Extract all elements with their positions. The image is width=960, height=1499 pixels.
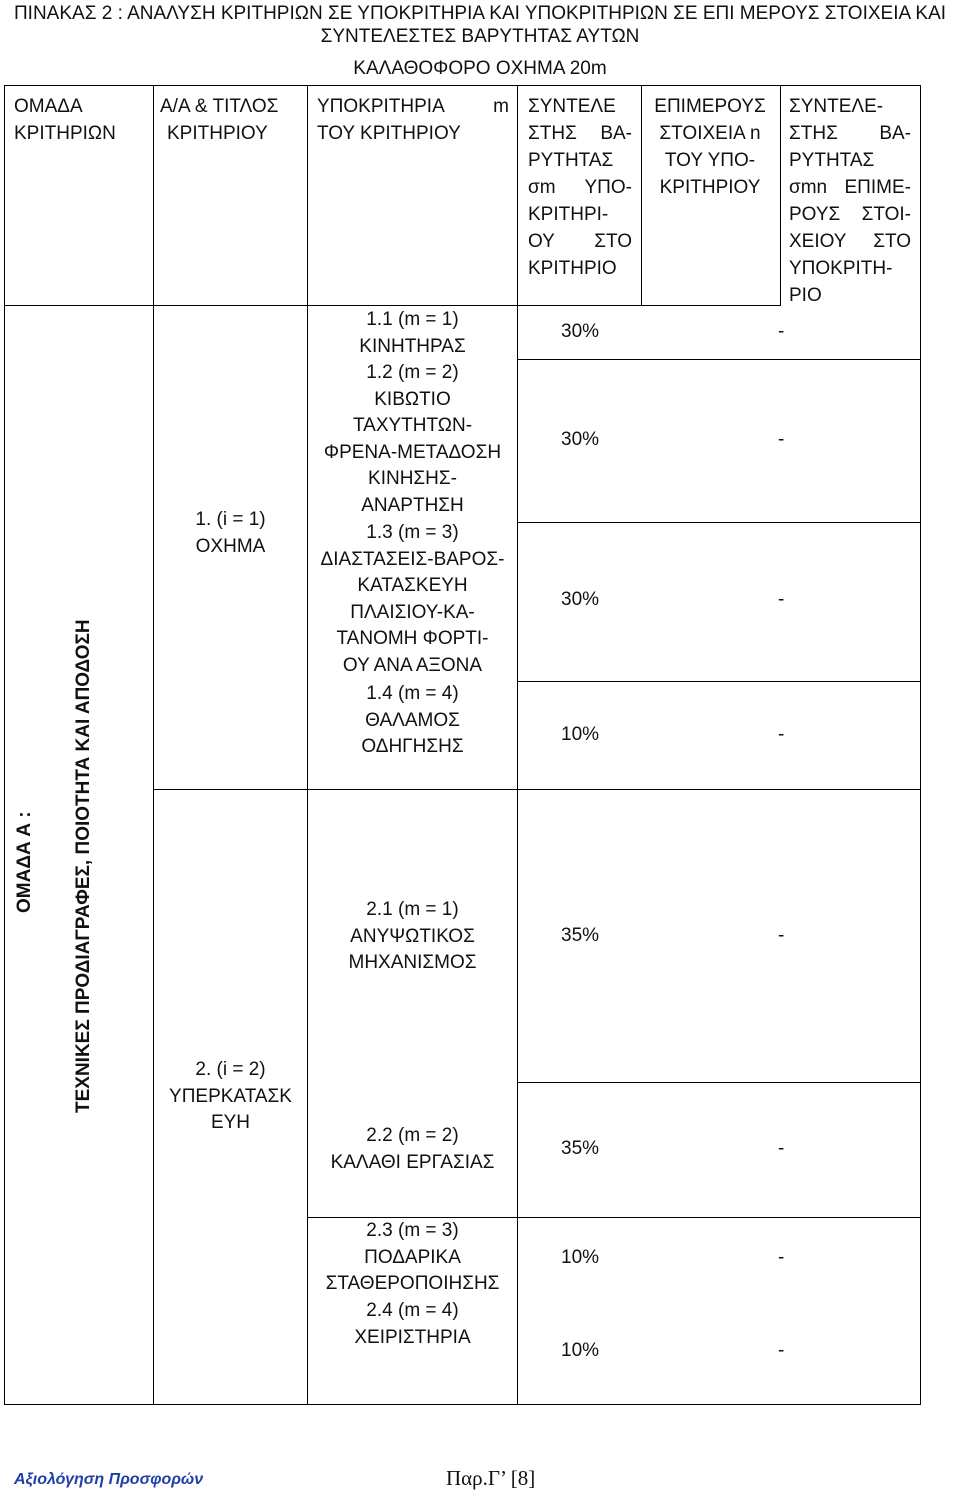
header-element-weight: ΣΥΝΤΕΛΕ- ΣΤΗΣ ΒΑ- ΡΥΤΗΤΑΣ σmn ΕΠΙΜΕ- ΡΟΥΣ ΣΤΟΙ- ΧΕΙΟΥ ΣΤΟ ΥΠΟΚΡΙΤΗ- ΡΙΟ (789, 96, 911, 306)
weight-1-2: 30% (561, 429, 600, 450)
group-a-description: ΤΕΧΝΙΚΕΣ ΠΡΟΔΙΑΓΡΑΦΕΣ, ΠΟΙΟΤΗΤΑ ΚΑΙ ΑΠΟΔΟΣΗ (73, 619, 94, 1113)
element-weight-1-2: - (778, 429, 785, 450)
subcriterion-1-4: 1.4 (m = 4) ΘΑΛΑΜΟΣ ΟΔΗΓΗΣΗΣ (361, 683, 464, 757)
element-weight-2-1: - (778, 925, 785, 946)
subcriterion-1-2: 1.2 (m = 2) ΚΙΒΩΤΙΟ ΤΑΧΥΤΗΤΩΝ- ΦΡΕΝΑ-ΜΕΤΑΔΟΣΗ ΚΙΝΗΣΗΣ- ΑΝΑΡΤΗΣΗ (323, 362, 502, 516)
table-title-line-2: ΣΥΝΤΕΛΕΣΤΕΣ ΒΑΡΥΤΗΤΑΣ ΑΥΤΩΝ (320, 26, 640, 47)
element-weight-1-3: - (778, 589, 785, 610)
weight-2-2: 35% (561, 1138, 600, 1159)
weight-1-1: 30% (561, 321, 600, 342)
footer-section-title: Αξιολόγηση Προσφορών (14, 1471, 204, 1488)
table-title-line-1: ΠΙΝΑΚΑΣ 2 : ΑΝΑΛΥΣΗ ΚΡΙΤΗΡΙΩΝ ΣΕ ΥΠΟΚΡΙΤΗΡΙΑ ΚΑΙ ΥΠΟΚΡΙΤΗΡΙΩΝ ΣΕ ΕΠΙ ΜΕΡΟΥΣ ΣΤΟΙΧΕΙΑ ΚΑΙ (13, 3, 947, 24)
weight-1-4: 10% (561, 724, 600, 745)
header-criterion: Α/Α & ΤΙΤΛΟΣ ΚΡΙΤΗΡΙΟΥ (160, 96, 279, 144)
group-a-label: ΟΜΑΔΑ Α : (14, 811, 35, 913)
subcriterion-2-4: 2.4 (m = 4) ΧΕΙΡΙΣΤΗΡΙΑ (354, 1300, 471, 1348)
table-subtitle: ΚΑΛΑΘΟΦΟΡΟ ΟΧΗΜΑ 20m (353, 58, 607, 79)
weight-1-3: 30% (561, 589, 600, 610)
element-weight-2-2: - (778, 1138, 785, 1159)
weight-2-1: 35% (561, 925, 600, 946)
subcriterion-2-1: 2.1 (m = 1) ΑΝΥΨΩΤΙΚΟΣ ΜΗΧΑΝΙΣΜΟΣ (348, 899, 477, 973)
subcriterion-1-3: 1.3 (m = 3) ΔΙΑΣΤΑΣΕΙΣ-ΒΑΡΟΣ- ΚΑΤΑΣΚΕΥΗ ΠΛΑΙΣΙΟΥ-ΚΑ- ΤΑΝΟΜΗ ΦΟΡΤΙ- ΟΥ ΑΝΑ ΑΞΟΝΑ (320, 522, 505, 676)
element-weight-2-3: - (778, 1247, 785, 1268)
header-group: ΟΜΑΔΑ ΚΡΙΤΗΡΙΩΝ (14, 96, 116, 144)
element-weight-2-4: - (778, 1340, 785, 1361)
element-weight-1-1: - (778, 321, 785, 342)
element-weight-1-4: - (778, 724, 785, 745)
footer-page-number: Παρ.Γ’ [8] (446, 1466, 536, 1490)
subcriterion-1-1: 1.1 (m = 1) ΚΙΝΗΤΗΡΑΣ (359, 309, 466, 357)
header-subcriteria: ΥΠΟΚΡΙΤΗΡΙΑ m ΤΟΥ ΚΡΙΤΗΡΙΟΥ (317, 96, 509, 144)
weight-2-4: 10% (561, 1340, 600, 1361)
criterion-1: 1. (i = 1) ΟΧΗΜΑ (195, 509, 266, 557)
subcriterion-2-2: 2.2 (m = 2) ΚΑΛΑΘΙ ΕΡΓΑΣΙΑΣ (330, 1125, 495, 1173)
weight-2-3: 10% (561, 1247, 600, 1268)
criterion-2: 2. (i = 2) ΥΠΕΡΚΑΤΑΣΚ ΕΥΗ (169, 1059, 292, 1133)
header-subcriterion-weight: ΣΥΝΤΕΛΕ ΣΤΗΣ ΒΑ- ΡΥΤΗΤΑΣ σm ΥΠΟ- ΚΡΙΤΗΡΙ- ΟΥ ΣΤΟ ΚΡΙΤΗΡΙΟ (528, 96, 632, 279)
subcriterion-2-3: 2.3 (m = 3) ΠΟΔΑΡΙΚΑ ΣΤΑΘΕΡΟΠΟΙΗΣΗΣ (325, 1220, 500, 1294)
header-elements: ΕΠΙΜΕΡΟΥΣ ΣΤΟΙΧΕΙΑ n ΤΟΥ ΥΠΟ- ΚΡΙΤΗΡΙΟΥ (654, 96, 766, 198)
